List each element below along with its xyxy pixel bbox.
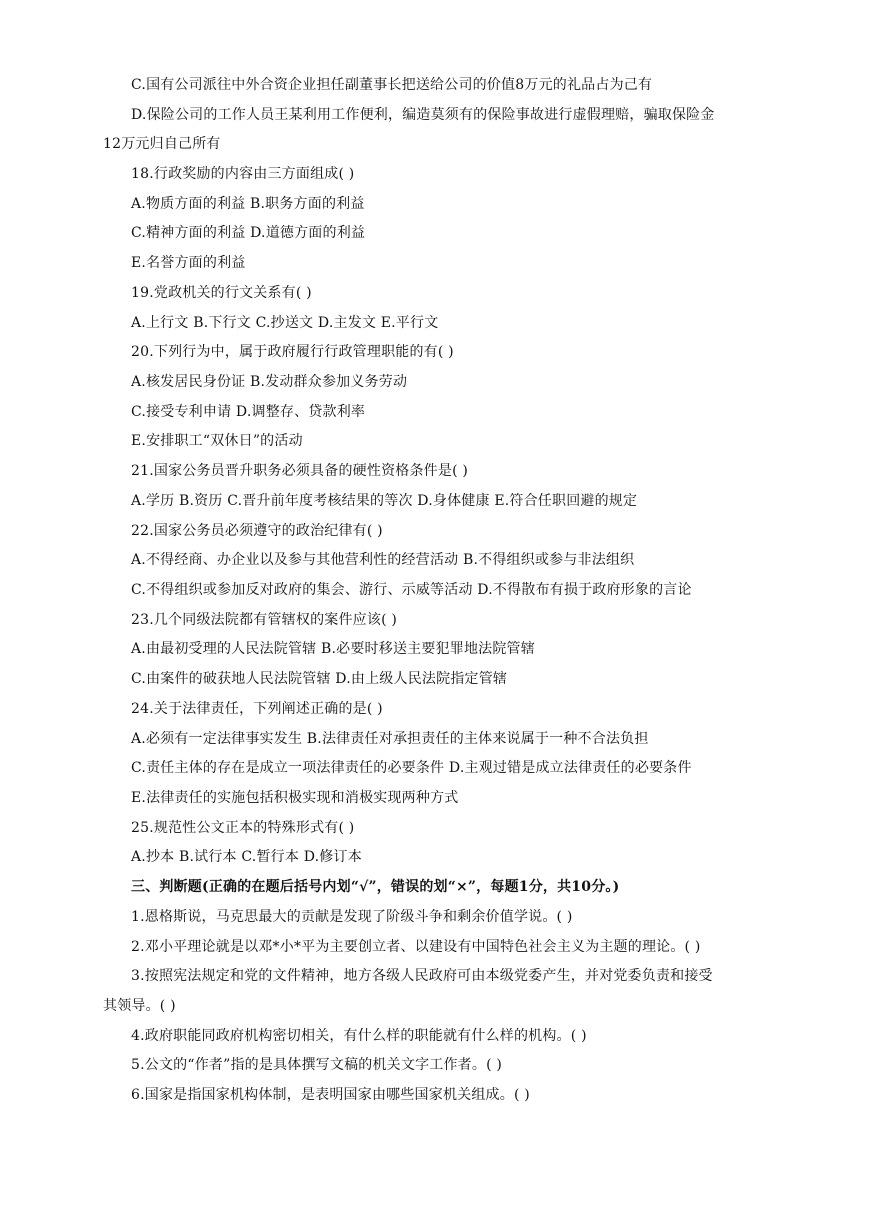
true-false-4: 4.政府职能同政府机构密切相关，有什么样的职能就有什么样的机构。( ): [131, 1028, 587, 1044]
option-24e: E.法律责任的实施包括积极实现和消极实现两种方式: [131, 790, 459, 806]
true-false-6: 6.国家是指国家机构体制，是表明国家由哪些国家机关组成。( ): [131, 1087, 530, 1103]
true-false-3: 3.按照宪法规定和党的文件精神，地方各级人民政府可由本级党委产生，并对党委负责和接受: [131, 968, 713, 984]
option-17c: C.国有公司派往中外合资企业担任副董事长把送给公司的价值8万元的礼品占为己有: [131, 77, 653, 93]
options-24-ab: A.必须有一定法律事实发生 B.法律责任对承担责任的主体来说属于一种不合法负担: [131, 731, 649, 747]
question-18: 18.行政奖励的内容由三方面组成( ): [131, 166, 355, 182]
true-false-5: 5.公文的“作者”指的是具体撰写文稿的机关文字工作者。( ): [131, 1057, 503, 1073]
question-22: 22.国家公务员必须遵守的政治纪律有( ): [131, 523, 383, 539]
options-20-cd: C.接受专利申请 D.调整存、贷款利率: [131, 404, 366, 420]
true-false-1: 1.恩格斯说，马克思最大的贡献是发现了阶级斗争和剩余价值学说。( ): [131, 909, 573, 925]
options-23-cd: C.由案件的破获地人民法院管辖 D.由上级人民法院指定管辖: [131, 671, 508, 687]
option-20e: E.安排职工“双休日”的活动: [131, 433, 303, 449]
question-20: 20.下列行为中，属于政府履行行政管理职能的有( ): [131, 344, 454, 360]
true-false-3-continued: 其领导。( ): [103, 998, 176, 1014]
question-24: 24.关于法律责任，下列阐述正确的是( ): [131, 701, 383, 717]
options-20-ab: A.核发居民身份证 B.发动群众参加义务劳动: [131, 374, 408, 390]
options-21: A.学历 B.资历 C.晋升前年度考核结果的等次 D.身体健康 E.符合任职回避的规定: [131, 493, 638, 509]
section-heading-true-false: 三、判断题(正确的在题后括号内划“√”，错误的划“×”，每题1分，共10分。): [131, 879, 620, 895]
options-19: A.上行文 B.下行文 C.抄送文 D.主发文 E.平行文: [131, 315, 439, 331]
question-19: 19.党政机关的行文关系有( ): [131, 285, 312, 301]
question-21: 21.国家公务员晋升职务必须具备的硬性资格条件是( ): [131, 463, 469, 479]
options-18-cd: C.精神方面的利益 D.道德方面的利益: [131, 225, 366, 241]
options-18-ab: A.物质方面的利益 B.职务方面的利益: [131, 196, 365, 212]
true-false-2: 2.邓小平理论就是以邓*小*平为主要创立者、以建设有中国特色社会主义为主题的理论。( ): [131, 939, 701, 955]
option-17d-continued: 12万元归自己所有: [103, 136, 221, 152]
options-24-cd: C.责任主体的存在是成立一项法律责任的必要条件 D.主观过错是成立法律责任的必要条件: [131, 760, 692, 776]
options-25: A.抄本 B.试行本 C.暂行本 D.修订本: [131, 849, 362, 865]
options-23-ab: A.由最初受理的人民法院管辖 B.必要时移送主要犯罪地法院管辖: [131, 641, 535, 657]
options-22-cd: C.不得组织或参加反对政府的集会、游行、示威等活动 D.不得散布有损于政府形象的言论: [131, 582, 692, 598]
option-17d: D.保险公司的工作人员王某利用工作便利，编造莫须有的保险事故进行虚假理赔，骗取保险金: [131, 107, 715, 123]
question-23: 23.几个同级法院都有管辖权的案件应该( ): [131, 612, 398, 628]
question-25: 25.规范性公文正本的特殊形式有( ): [131, 820, 355, 836]
option-18e: E.名誉方面的利益: [131, 255, 246, 271]
options-22-ab: A.不得经商、办企业以及参与其他营利性的经营活动 B.不得组织或参与非法组织: [131, 552, 635, 568]
